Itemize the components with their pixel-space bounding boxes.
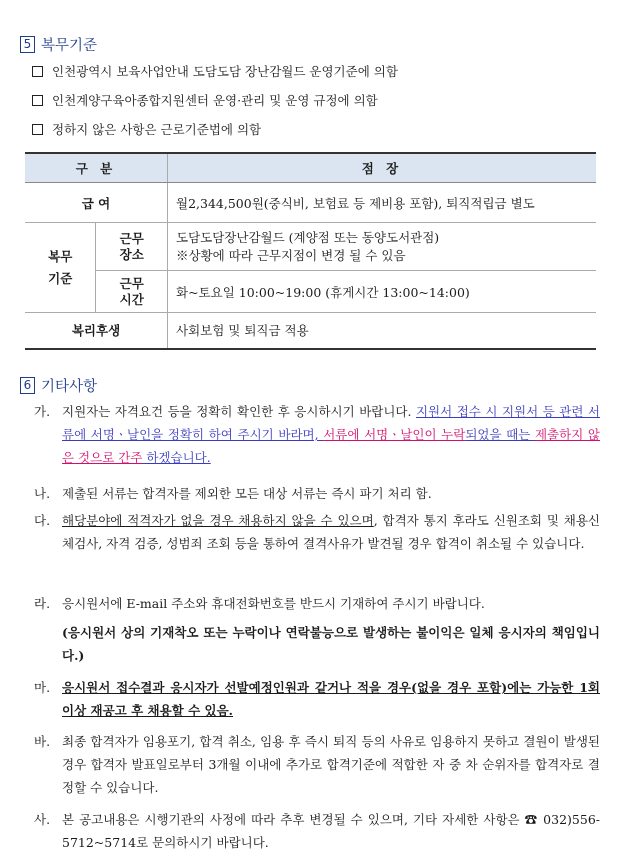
hours-label-text: 근무 시간 bbox=[119, 275, 144, 307]
item-text bbox=[62, 509, 600, 555]
item-na bbox=[34, 482, 600, 505]
item-da bbox=[34, 509, 600, 555]
item-text: 최종 합격자가 임용포기, 합격 취소, 임용 후 즉시 퇴직 등의 사유로 임용하지 못하고 결원이 발생된 경우 합격자 발표일로부터 3개월 이내에 추가로 합격기준에 적합한 자 중 차 순위자를 합격자로 결정할 수 있습니다. bbox=[62, 734, 600, 795]
checkbox-square-icon bbox=[32, 124, 43, 135]
item-text bbox=[62, 808, 600, 854]
underlined-text: 되었을 때는 bbox=[465, 427, 535, 442]
bullet-text: 인천계양구육아종합지원센터 운영·관리 및 운영 규정에 의함 bbox=[52, 93, 378, 108]
item-text: 응시원서 접수결과 응시자가 선발예정인원과 같거나 적을 경우(없을 경우 포함)에는 가능한 1회 이상 재공고 후 채용할 수 있음. bbox=[62, 680, 600, 718]
bullet-text: 인천광역시 보육사업안내 도담도담 장난감월드 운영기준에 의함 bbox=[52, 64, 398, 79]
hours-value: 화~토요일 10:00~19:00 (휴게시간 13:00~14:00) bbox=[168, 271, 597, 313]
item-label: 나. bbox=[34, 486, 51, 501]
item-ba bbox=[34, 730, 600, 799]
item-note: (응시원서 상의 기재착오 또는 누락이나 연락불능으로 발생하는 불이익은 일체 응시자의 책임입니다.) bbox=[62, 625, 600, 663]
place-line-2: ※상황에 따라 근무지점이 변경 될 수 있음 bbox=[176, 247, 406, 263]
highlight-text: 서류에 서명ㆍ날인이 누락 bbox=[323, 427, 466, 442]
item-label: 라. bbox=[34, 596, 51, 611]
header-category: 구 분 bbox=[25, 153, 168, 183]
phone-number: ☎ 032)556-5712~5714 bbox=[62, 812, 600, 850]
place-value bbox=[168, 223, 597, 271]
header-position: 점 장 bbox=[168, 153, 597, 183]
bullet-item bbox=[32, 120, 261, 138]
item-label: 바. bbox=[34, 734, 51, 749]
hours-label bbox=[96, 271, 168, 313]
item-ra bbox=[34, 592, 600, 667]
place-line-1: 도담도담장난감월드 (계양점 또는 동양도서관점) bbox=[176, 229, 440, 245]
underlined-text: 지원서 접수 시 지원서 등 관련 서류에 서명ㆍ날인을 정확히 하여 주시기 바라며, bbox=[62, 404, 600, 442]
section-title: 복무기준 bbox=[41, 38, 98, 54]
item-ga bbox=[34, 400, 600, 469]
item-label: 다. bbox=[34, 513, 51, 528]
text-span: 로 문의하시기 바랍니다. bbox=[136, 835, 269, 850]
checkbox-square-icon bbox=[32, 66, 43, 77]
item-label: 가. bbox=[34, 404, 51, 419]
duty-label-text: 복무 기준 bbox=[48, 248, 73, 286]
place-label-text: 근무 장소 bbox=[119, 230, 144, 262]
text-span: 본 공고내용은 시행기관의 사정에 따라 추후 변경될 수 있으며, 기타 자세한 사항은 bbox=[62, 812, 525, 827]
item-label: 마. bbox=[34, 680, 51, 695]
underlined-text: 해당분야에 적격자가 없을 경우 채용하지 않을 수 있으며 bbox=[62, 513, 374, 528]
checkbox-square-icon bbox=[32, 95, 43, 106]
welfare-label: 복리후생 bbox=[25, 313, 168, 349]
place-label bbox=[96, 223, 168, 271]
section-5-heading bbox=[20, 34, 97, 55]
item-text: 제출된 서류는 합격자를 제외한 모든 대상 서류는 즉시 파기 처리 함. bbox=[62, 486, 432, 501]
item-label: 사. bbox=[34, 812, 51, 827]
welfare-value: 사회보험 및 퇴직금 적용 bbox=[168, 313, 597, 349]
text-span: , 합격자 통지 후라도 신원조회 및 채용신체검사, 자격 검증, 성범죄 조회 등을 통하여 결격사유가 발견될 경우 합격이 취소될 수 있습니다. bbox=[62, 513, 600, 551]
bullet-item bbox=[32, 91, 378, 109]
underlined-text: 하겠습니다. bbox=[142, 450, 211, 465]
section-6-heading bbox=[20, 375, 97, 396]
item-ma bbox=[34, 676, 600, 722]
bullet-item bbox=[32, 62, 398, 80]
duty-label bbox=[25, 223, 96, 313]
duty-table bbox=[25, 152, 596, 350]
section-number: 5 bbox=[20, 36, 35, 53]
item-text bbox=[62, 400, 600, 469]
section-title: 기타사항 bbox=[41, 379, 98, 395]
text-span: 지원자는 자격요건 등을 정확히 확인한 후 응시하시기 바랍니다. bbox=[62, 404, 416, 419]
highlight-text: 제출하지 않은 것으로 간주 bbox=[62, 427, 600, 465]
section-number: 6 bbox=[20, 377, 35, 394]
bullet-text: 정하지 않은 사항은 근로기준법에 의함 bbox=[52, 122, 262, 137]
item-text: 응시원서에 E-mail 주소와 휴대전화번호를 반드시 기재하여 주시기 바랍니다. bbox=[62, 596, 485, 611]
pay-label: 급 여 bbox=[25, 183, 168, 223]
item-sa bbox=[34, 808, 600, 854]
pay-value: 월2,344,500원(중식비, 보험료 등 제비용 포함), 퇴직적립금 별도 bbox=[168, 183, 597, 223]
